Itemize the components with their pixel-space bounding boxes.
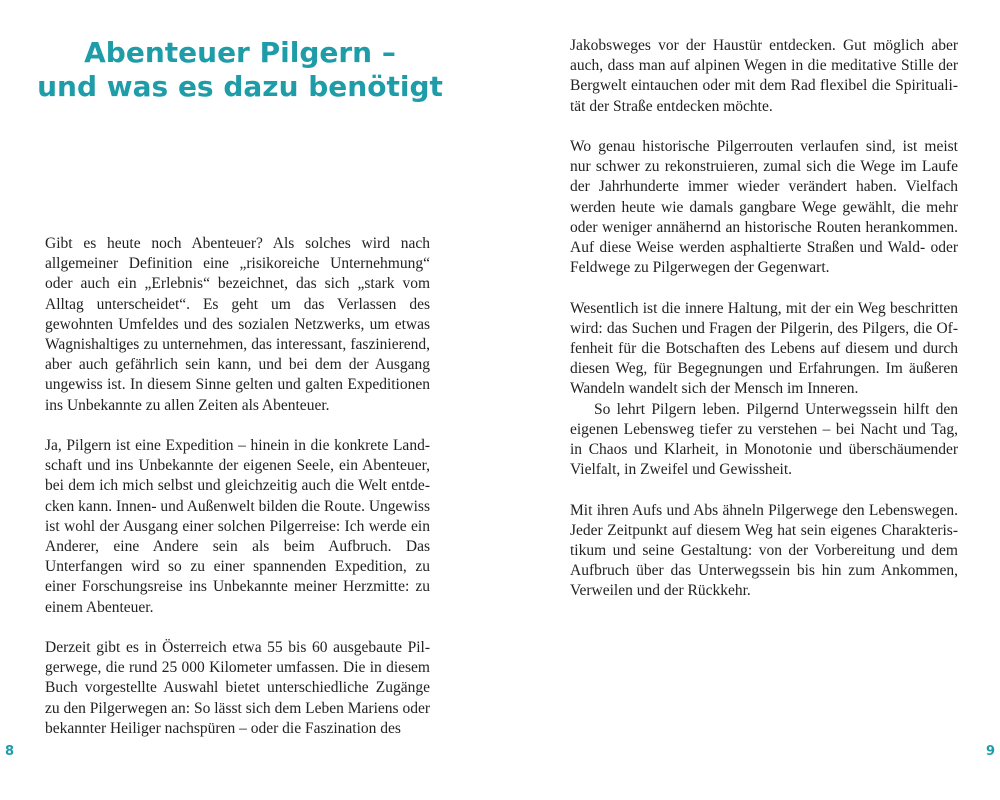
chapter-title-line-1: Abenteuer Pilgern – [84,36,396,69]
left-text-column [45,234,430,759]
paragraph-jakobsweg-continued: Jakobsweges vor der Haustür entdecken. Gut möglich aber auch, dass man auf alpinen Wegen in die meditative Stille der Bergwelt eintauchen oder mit dem Rad flexibel die Spiritualität der Straße entdecken möchte. [570,37,958,115]
page-number-right: 9 [985,744,995,759]
chapter-title [20,36,460,104]
paragraph-aufs-und-abs: Mit ihren Aufs und Abs ähneln Pilgerwege den Lebenswegen. Jeder Zeitpunkt auf diesem Weg hat sein eigenes Charakteristikum und seine Gestaltung: von der Vorbereitung und dem Aufbruch über das Unterwegssein bis hin zum Ankommen, Verweilen und der Rückkehr. [570,501,958,600]
paragraph-abenteuer-definition: Gibt es heute noch Abenteuer? Als solches wird nach allgemeiner Definition eine „risikoreiche Unternehmung“ oder auch ein „Erlebnis“ bezeichnet, das sich „stark vom Alltag unterscheidet“. Es geht um das Verlassen des gewohnten Umfeldes und des sozialen Netzwerks, um etwas Wagnishaltiges zu unternehmen, das interessant, faszinierend, aber auch gefährlich sein kann, und bei dem der Ausgang ungewiss ist. In diesem Sinne gelten und galten Expeditionen ins Unbekannte zu allen Zeiten als Abenteuer. [45,235,430,414]
paragraph-pilgern-leben: So lehrt Pilgern leben. Pilgernd Unterwegssein hilft den eigenen Lebensweg tiefer zu verstehen – bei Nacht und Tag, in Chaos und Klarheit, in Monotonie und überschäumender Vielfalt, in Zweifel und Gewissheit. [570,400,958,479]
paragraph-innere-haltung: Wesentlich ist die innere Haltung, mit der ein Weg beschritten wird: das Suchen und Fragen der Pilgerin, des Pilgers, die Offenheit für die Botschaften des Lebens auf diesem und durch diesen Weg, für Begegnungen und Erfahrungen. Im äußeren Wandeln wandelt sich der Mensch im Inneren. [570,299,958,398]
paragraph-historische-routen: Wo genau historische Pilgerrouten verlaufen sind, ist meist nur schwer zu rekonstruieren, zumal sich die Wege im Laufe der Jahrhunderte immer wieder verändert haben. Vielfach werden heute wie damals gangbare Wege gewählt, die mehr oder weniger annähernd an historische Routen herankommen. Auf diese Weise werden asphaltierte Straßen und Wald- oder Feldwege zu Pilgerwegen der Gegenwart. [570,138,958,277]
right-text-column [570,36,958,622]
paragraph-pilgerwege-oesterreich: Derzeit gibt es in Österreich etwa 55 bis 60 ausgebaute Pilgerwege, die rund 25 000 Kilometer umfassen. Die in diesem Buch vorgestellte Auswahl bietet unterschiedliche Zugänge zu den Pilgerwegen an: So lässt sich dem Leben Mariens oder bekannter Heiliger nachspüren – oder die Faszination des [45,639,430,737]
chapter-title-line-2: und was es dazu benötigt [37,70,443,103]
right-page [500,0,1000,800]
page-number-left: 8 [5,744,15,759]
paragraph-pilgern-expedition: Ja, Pilgern ist eine Expedition – hinein in die konkrete Landschaft und ins Unbekannte der eigenen Seele, ein Abenteuer, bei dem ich mich selbst und gleichzeitig auch die Welt entdecken kann. Innen- und Außenwelt bilden die Route. Ungewiss ist wohl der Ausgang einer solchen Pilgerreise: Ich werde ein Anderer, eine Andere sein als beim Aufbruch. Das Unterfangen wird so zu einer spannenden Expedition, zu einer Forschungsreise ins Unbekannte meiner Herzmitte: zu einem Abenteuer. [45,437,430,616]
